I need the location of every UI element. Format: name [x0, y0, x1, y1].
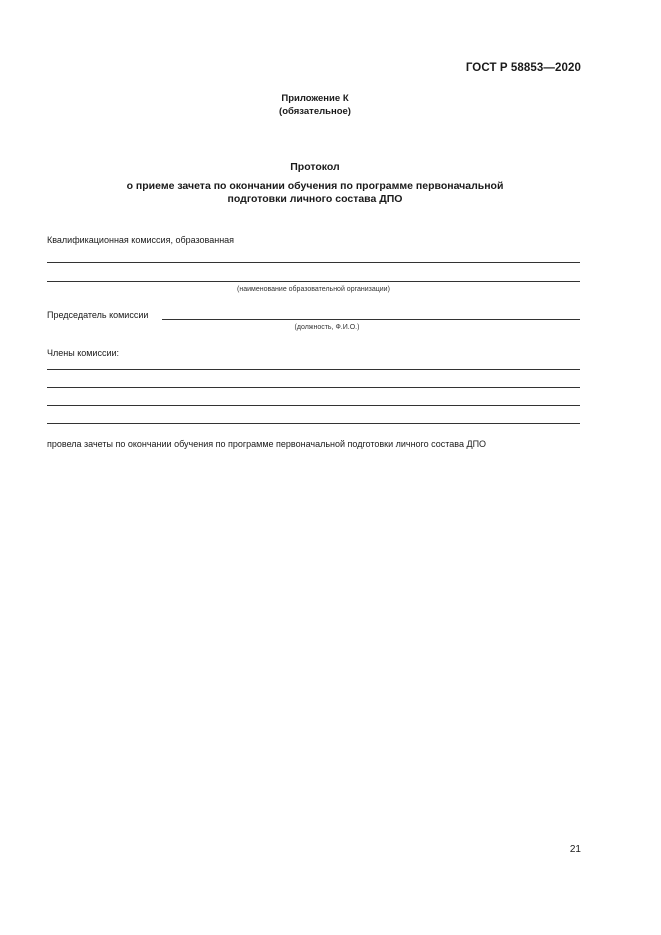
protocol-subtitle-line-1: о приеме зачета по окончании обучения по программе первоначальной	[126, 180, 504, 192]
organization-line-1	[47, 262, 580, 263]
organization-line-2	[47, 281, 580, 282]
members-line-3	[47, 405, 580, 406]
members-line-1	[47, 369, 580, 370]
members-line-2	[47, 387, 580, 388]
conclusion-text: провела зачеты по окончании обучения по программе первоначальной подготовки личного состава ДПО	[47, 439, 487, 449]
appendix-heading	[0, 92, 630, 118]
chairman-line	[162, 319, 580, 320]
appendix-title: Приложение К	[281, 93, 349, 104]
appendix-status: (обязательное)	[279, 106, 351, 117]
protocol-subtitle-line-2: подготовки личного состава ДПО	[227, 192, 403, 205]
members-label: Члены комиссии:	[47, 348, 120, 358]
page-number: 21	[569, 844, 581, 855]
organization-caption: (наименование образовательной организации)	[237, 286, 390, 293]
protocol-subtitle	[100, 180, 530, 205]
members-line-4	[47, 423, 580, 424]
chairman-label: Председатель комиссии	[47, 310, 149, 320]
chairman-caption: (должность, Ф.И.О.)	[294, 324, 360, 331]
commission-label: Квалификационная комиссия, образованная	[47, 235, 235, 245]
protocol-title: Протокол	[290, 161, 340, 173]
document-code: ГОСТ Р 58853—2020	[465, 62, 581, 74]
